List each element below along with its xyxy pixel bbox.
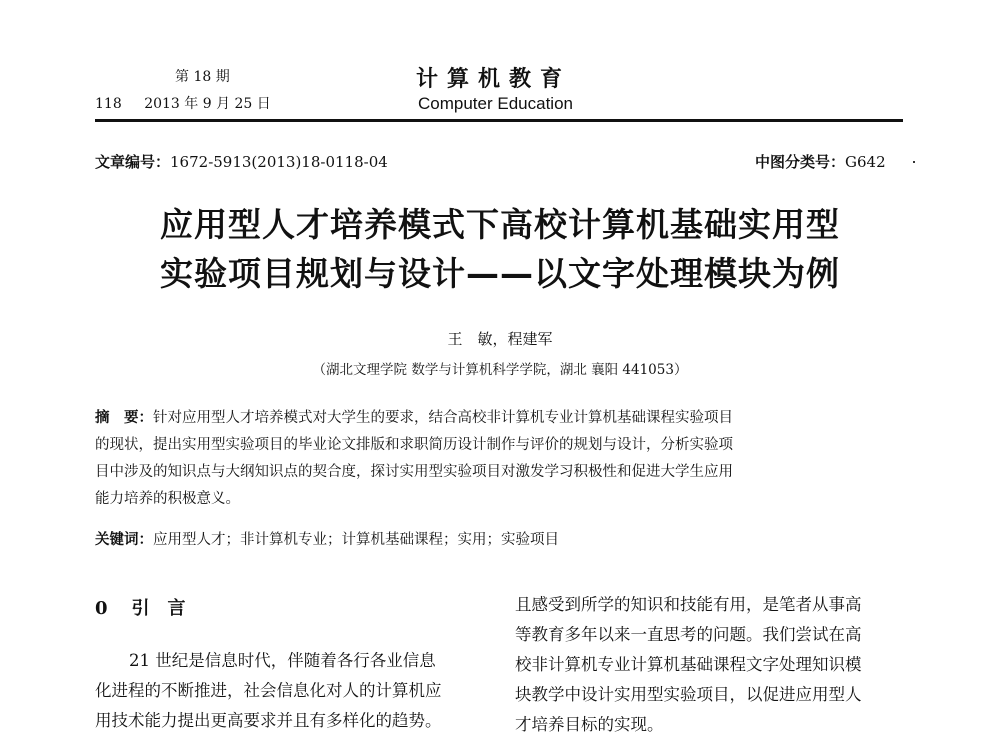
body-line: 校非计算机专业计算机基础课程文字处理知识模 [515,655,862,674]
journal-title-cn: 计算机教育 [416,67,572,92]
abstract [95,405,903,513]
section-number: 0 [95,598,108,619]
section-title: 引 言 [131,598,186,619]
body-column-right [515,590,905,740]
keywords [95,528,559,549]
abstract-line: 目中涉及的知识点与大纲知识点的契合度，探讨实用型实验项目对激发学习积极性和促进大学生应用 [95,464,733,480]
page-number: 118 [95,96,122,112]
body-line: 用技术能力提出更高要求并且有多样化的趋势。 [95,711,442,730]
abstract-line: 的现状，提出实用型实验项目的毕业论文排版和求职简历设计制作与评价的规划与设计，分析实验项 [95,437,733,453]
authors: 王 敏，程建军 [447,330,553,348]
article-number-label: 文章编号： [95,153,171,171]
issue-number: 第 18 期 [175,69,230,85]
section-heading [95,594,186,620]
body-line: 化进程的不断推进，社会信息化对人的计算机应 [95,681,442,700]
classification-value: G642 [845,153,886,171]
body-line: 21 世纪是信息时代，伴随着各行各业信息 [129,651,436,670]
paper-title-line-2: 实验项目规划与设计——以文字处理模块为例 [160,254,840,293]
abstract-label: 摘 要： [95,410,153,426]
body-line: 才培养目标的实现。 [515,715,664,734]
classification-label: 中图分类号： [755,153,846,171]
body-column-left [95,646,480,736]
journal-title-en: Computer Education [418,94,573,113]
classification-number [755,151,886,172]
abstract-line: 能力培养的积极意义。 [95,491,240,507]
body-line: 等教育多年以来一直思考的问题。我们尝试在高 [515,625,862,644]
header-rule [95,119,903,122]
body-line: 且感受到所学的知识和技能有用，是笔者从事高 [515,595,862,614]
keywords-label: 关键词： [95,532,153,548]
affiliation: （湖北文理学院 数学与计算机科学学院，湖北 襄阳 441053） [312,362,688,378]
article-number-value: 1672-5913(2013)18-0118-04 [170,153,388,171]
stray-dot [913,161,915,163]
abstract-line: 摘 要：针对应用型人才培养模式对大学生的要求，结合高校非计算机专业计算机基础课程实验项目 [95,410,733,426]
keywords-text: 应用型人才；非计算机专业；计算机基础课程；实用；实验项目 [153,532,559,548]
paper-title-line-1: 应用型人才培养模式下高校计算机基础实用型 [160,205,840,244]
publication-date: 2013 年 9 月 25 日 [144,96,271,112]
page-and-date [95,93,271,113]
article-number [95,151,388,172]
body-line: 块教学中设计实用型实验项目，以促进应用型人 [515,685,862,704]
